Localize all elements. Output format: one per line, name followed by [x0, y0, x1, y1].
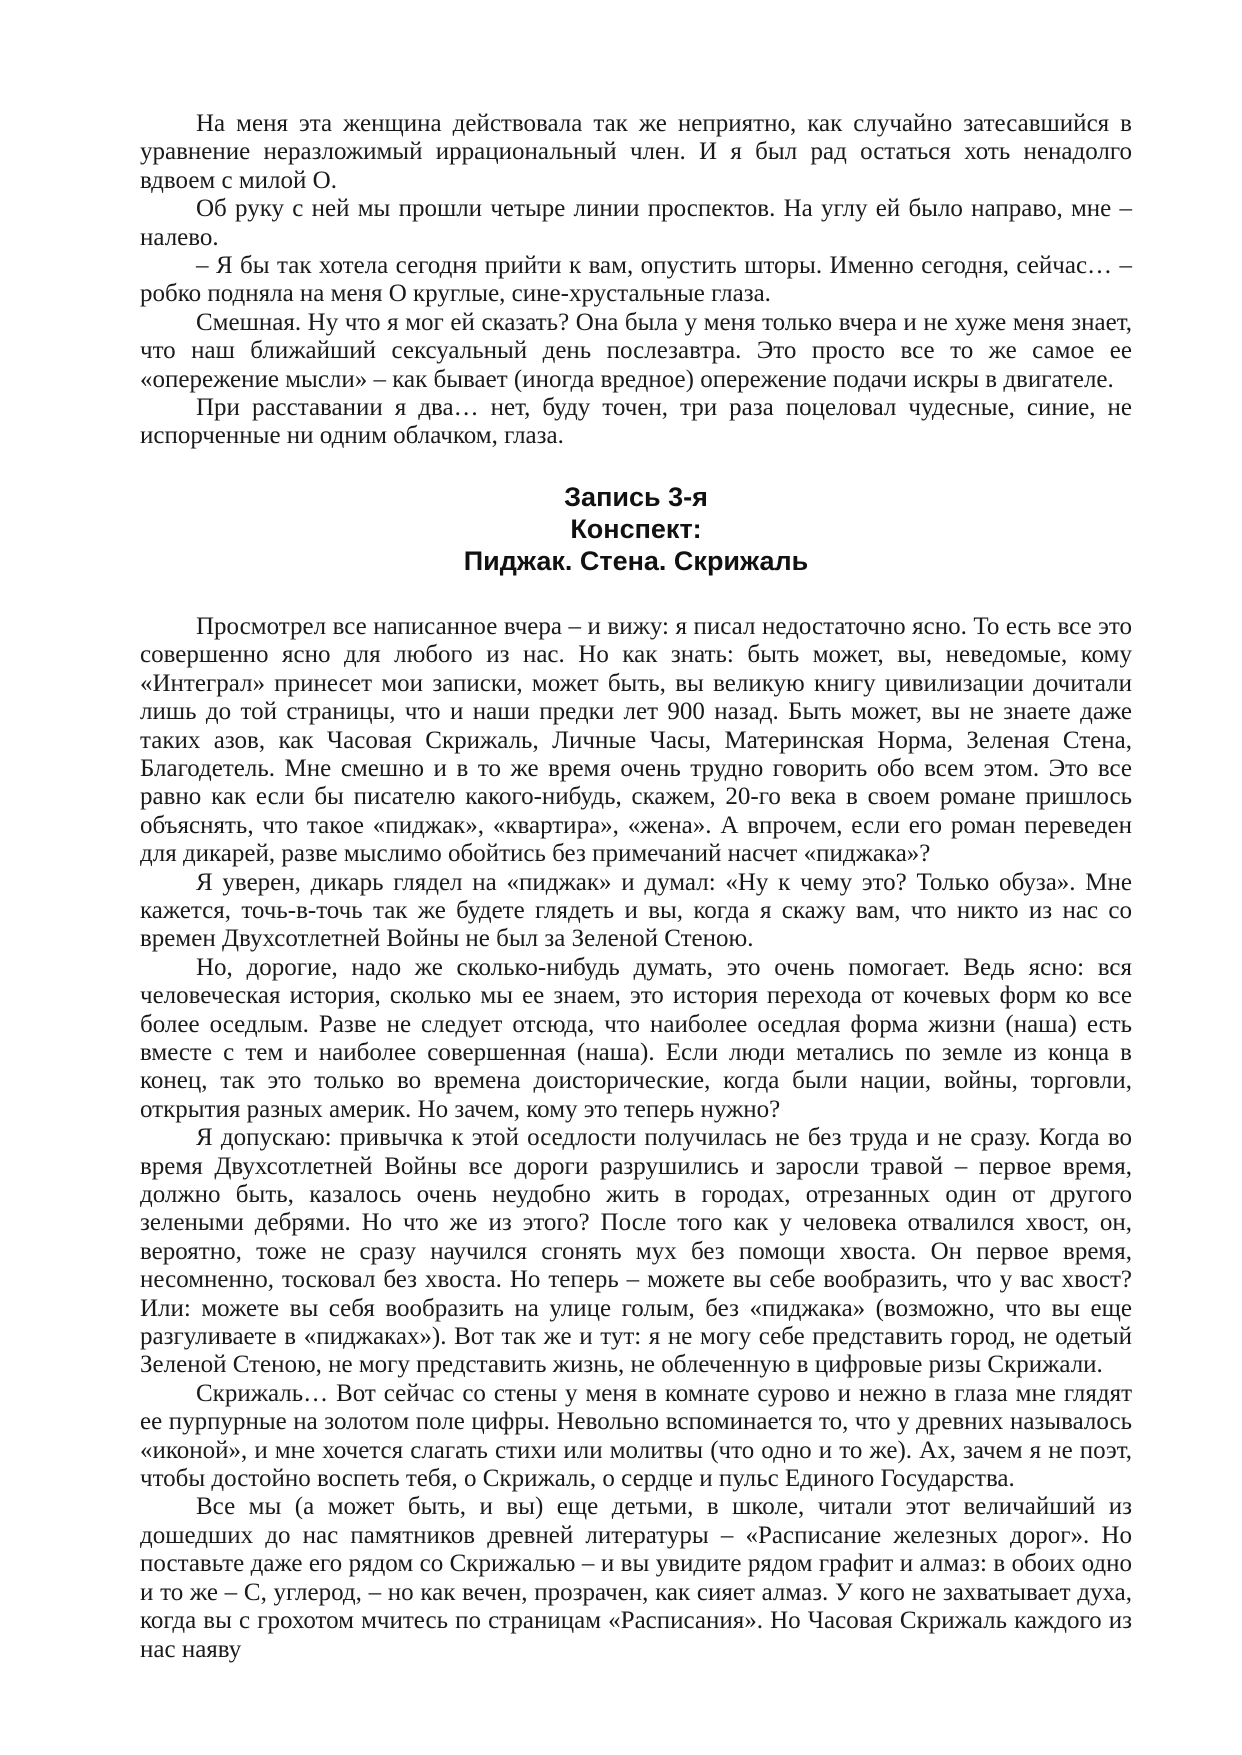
paragraph: Смешная. Ну что я мог ей сказать? Она была у меня только вчера и не хуже меня знает, что наш ближайший сексуальный день послезавтра. Это просто все то же самое ее «опережение мысли» – как бывает (иногда вредное) опережение подачи искры в двигателе.: [140, 308, 1132, 393]
section-heading: [140, 481, 1132, 577]
paragraph: Скрижаль… Вот сейчас со стены у меня в комнате сурово и нежно в глаза мне глядят ее пурпурные на золотом поле цифры. Невольно вспоминается то, что у древних называлось «иконой», и мне хочется слагать стихи или молитвы (что одно и то же). Ах, зачем я не поэт, чтобы достойно воспеть тебя, о Скрижаль, о сердце и пульс Единого Государства.: [140, 1379, 1132, 1493]
paragraph: Я уверен, дикарь глядел на «пиджак» и думал: «Ну к чему это? Только обуза». Мне кажется, точь-в-точь так же будете глядеть и вы, когда я скажу вам, что никто из нас со времен Двухсотлетней Войны не был за Зеленой Стеною.: [140, 868, 1132, 953]
paragraph: При расставании я два… нет, буду точен, три раза поцеловал чудесные, синие, не испорченные ни одним облачком, глаза.: [140, 394, 1132, 450]
paragraph: – Я бы так хотела сегодня прийти к вам, опустить шторы. Именно сегодня, сейчас… – робко подняла на меня О круглые, сине-хрустальные глаза.: [140, 252, 1132, 308]
paragraph: Но, дорогие, надо же сколько-нибудь думать, это очень помогает. Ведь ясно: вся человеческая история, сколько мы ее знаем, это история перехода от кочевых форм ко все более оседлым. Разве не следует отсюда, что наиболее оседлая форма жизни (наша) есть вместе с тем и наиболее совершенная (наша). Если люди метались по земле из конца в конец, так это только во времена доисторические, когда были нации, войны, торговли, открытия разных америк. Но зачем, кому это теперь нужно?: [140, 953, 1132, 1123]
paragraph: Все мы (а может быть, и вы) еще детьми, в школе, читали этот величайший из дошедших до нас памятников древней литературы – «Расписание железных дорог». Но поставьте даже его рядом со Скрижалью – и вы увидите рядом графит и алмаз: в обоих одно и то же – С, углерод, – но как вечен, прозрачен, как сияет алмаз. У кого не захватывает духа, когда вы с грохотом мчитесь по страницам «Расписания». Но Часовая Скрижаль каждого из нас наяву: [140, 1493, 1132, 1663]
heading-record-number: Запись 3-я: [564, 481, 708, 512]
paragraph: Об руку с ней мы прошли четыре линии проспектов. На углу ей было направо, мне – налево.: [140, 195, 1132, 251]
document-page: [140, 110, 1132, 1664]
paragraph: На меня эта женщина действовала так же неприятно, как случайно затесавшийся в уравнение неразложимый иррациональный член. И я был рад остаться хоть ненадолго вдвоем с милой О.: [140, 110, 1132, 194]
paragraph: Я допускаю: привычка к этой оседлости получилась не без труда и не сразу. Когда во время Двухсотлетней Войны все дороги разрушились и заросли травой – первое время, должно быть, казалось очень неудобно жить в городах, отрезанных один от другого зелеными дебрями. Но что же из этого? После того как у человека отвалился хвост, он, вероятно, тоже не сразу научился сгонять мух без помощи хвоста. Он первое время, несомненно, тосковал без хвоста. Но теперь – можете вы себе вообразить, что у вас хвост? Или: можете вы себя вообразить на улице голым, без «пиджака» (возможно, что вы еще разгуливаете в «пиджаках»). Вот так же и тут: я не могу себе представить город, не одетый Зеленой Стеною, не могу представить жизнь, не облеченную в цифровые ризы Скрижали.: [140, 1124, 1132, 1379]
paragraph: Просмотрел все написанное вчера – и вижу: я писал недостаточно ясно. То есть все это совершенно ясно для любого из нас. Но как знать: быть может, вы, неведомые, кому «Интеграл» принесет мои записки, может быть, вы великую книгу цивилизации дочитали лишь до той страницы, что и наши предки лет 900 назад. Быть может, вы не знаете даже таких азов, как Часовая Скрижаль, Личные Часы, Материнская Норма, Зеленая Стена, Благодетель. Мне смешно и в то же время очень трудно говорить обо всем этом. Это все равно как если бы писателю какого-нибудь, скажем, 20-го века в своем романе пришлось объяснять, что такое «пиджак», «квартира», «жена». А впрочем, если его роман переведен для дикарей, разве мыслимо обойтись без примечаний насчет «пиджака»?: [140, 612, 1132, 868]
heading-topics: Пиджак. Стена. Скрижаль: [463, 545, 809, 576]
heading-summary-label: Конспект:: [570, 513, 702, 544]
